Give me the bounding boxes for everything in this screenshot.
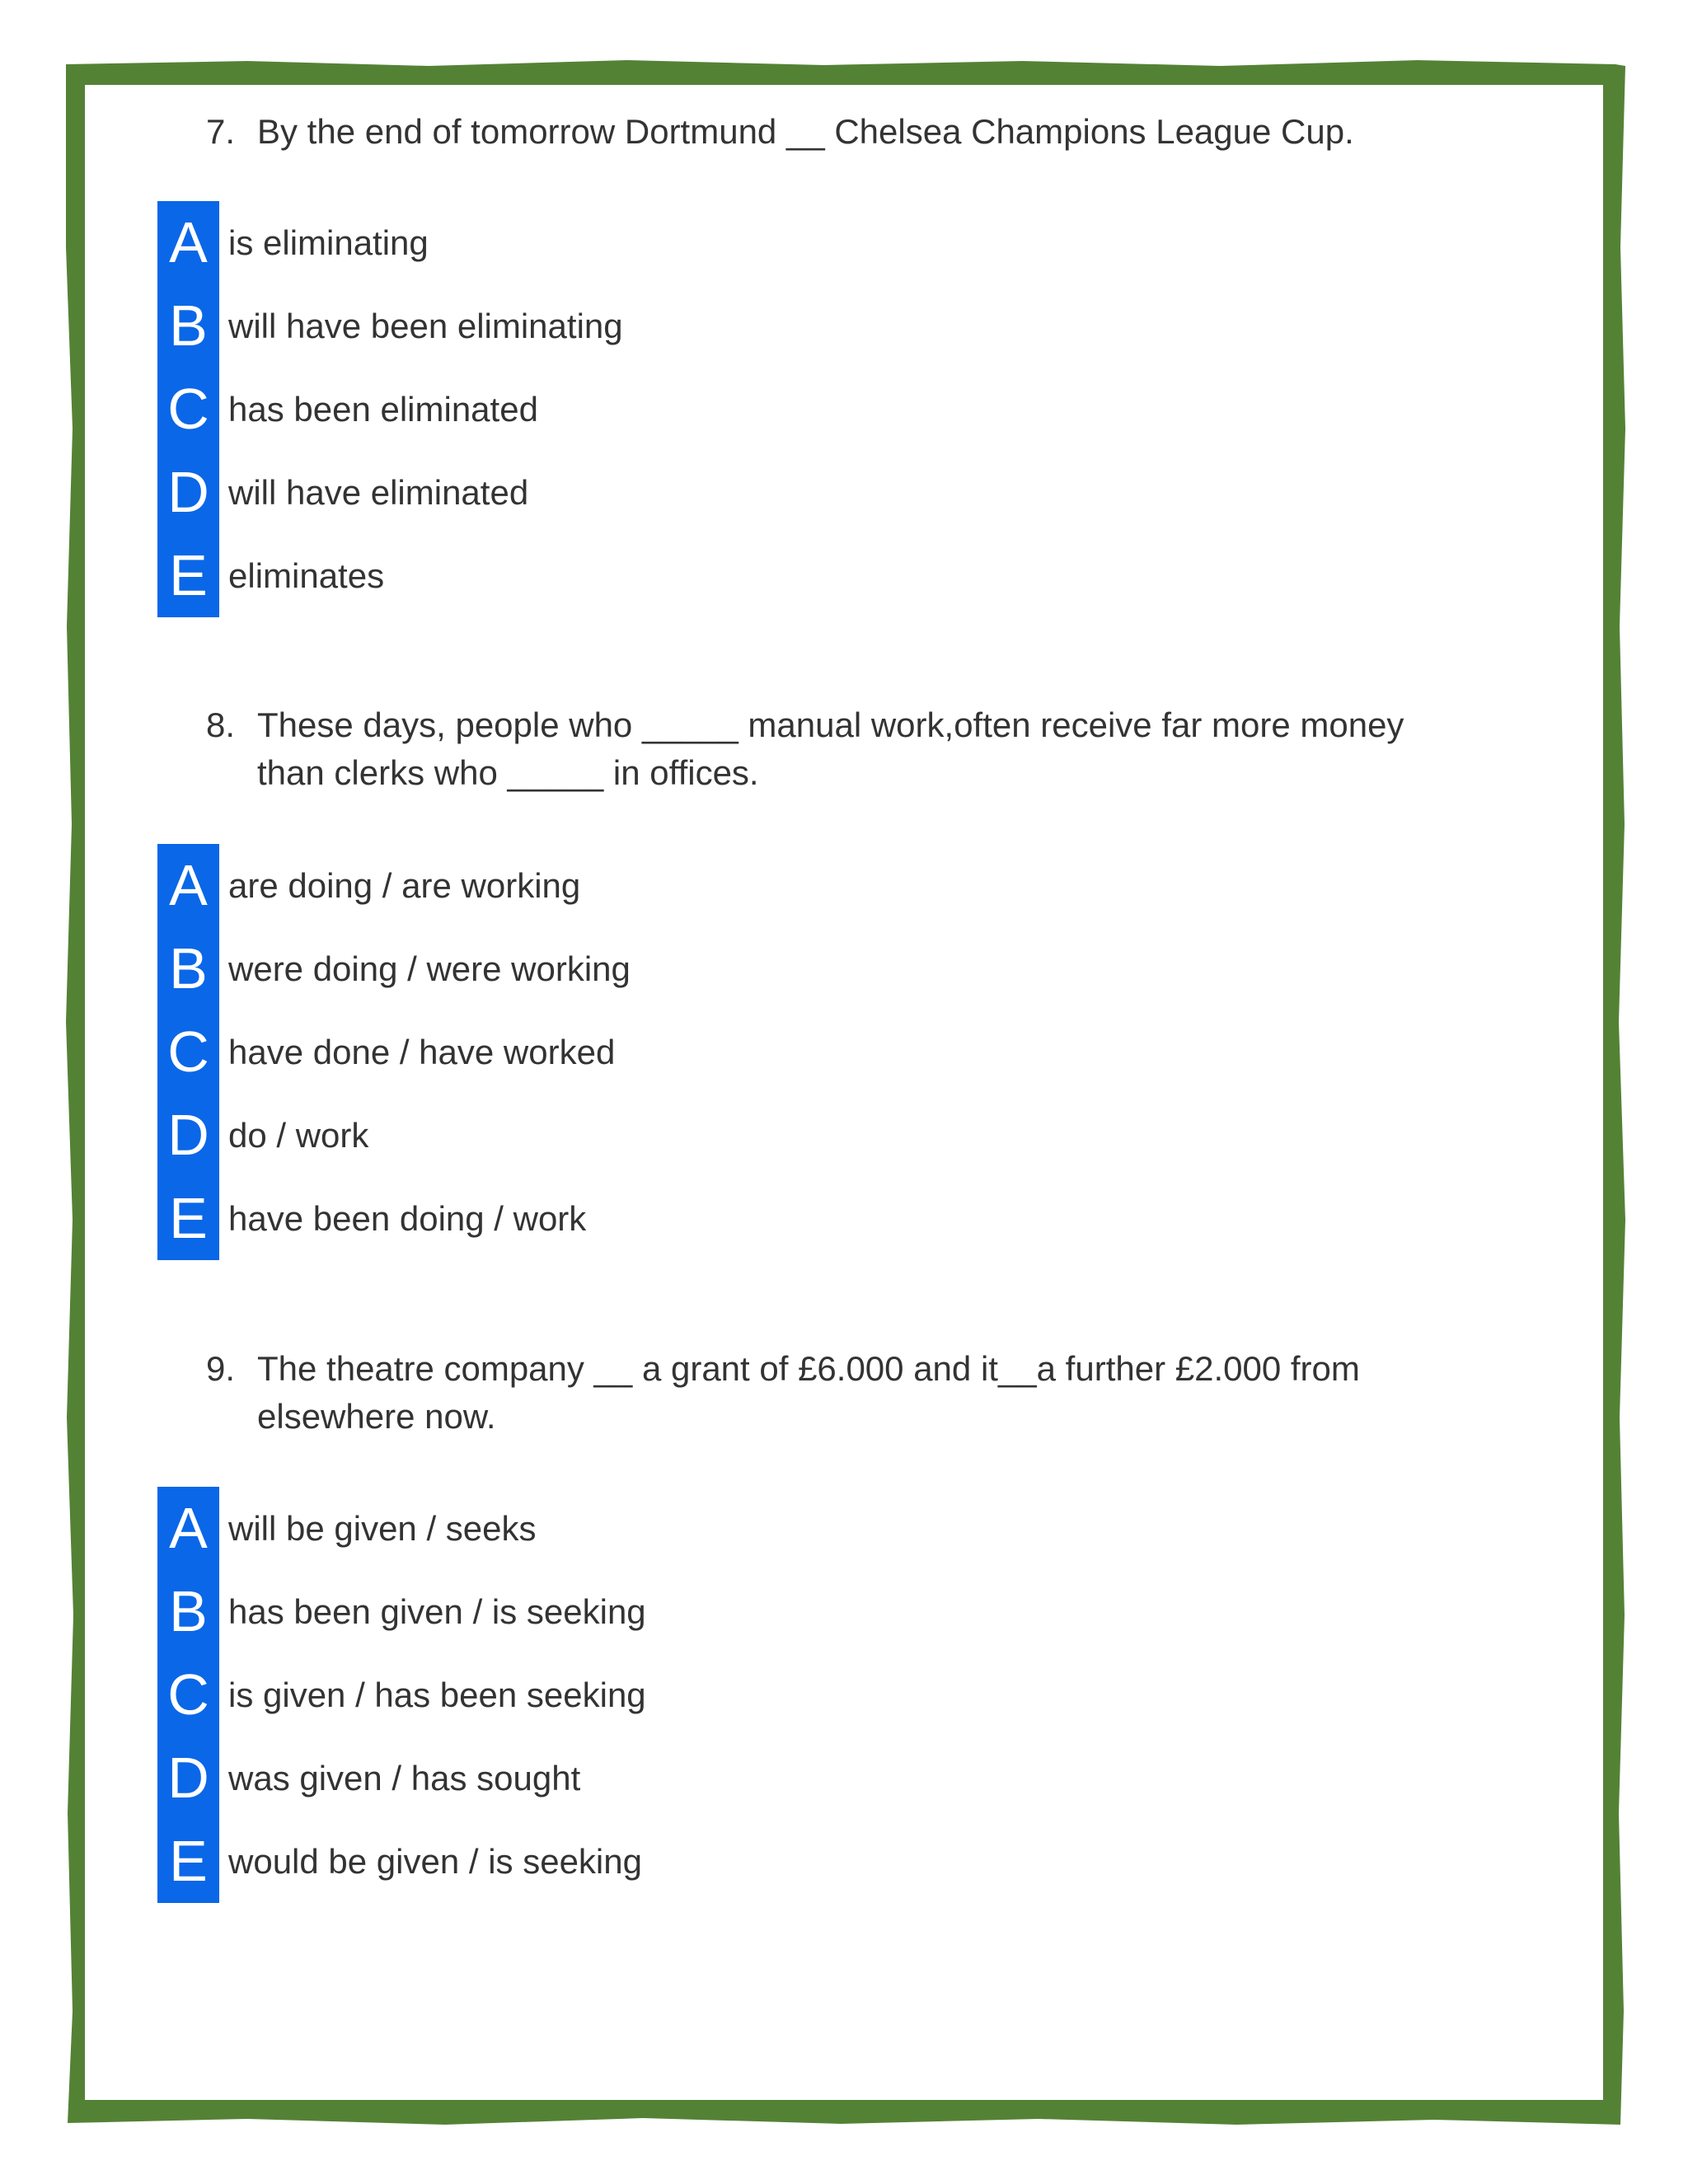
option-text: have done / have worked: [228, 1033, 616, 1071]
option-text: is given / has been seeking: [228, 1675, 646, 1714]
option-e[interactable]: [157, 1177, 587, 1260]
option-d[interactable]: [157, 1094, 369, 1177]
option-c[interactable]: [157, 368, 538, 451]
option-text: were doing / were working: [228, 949, 631, 988]
option-text: has been given / is seeking: [228, 1592, 646, 1631]
option-text: have been doing / work: [228, 1199, 587, 1238]
options-8: [157, 844, 631, 1260]
option-text: was given / has sought: [228, 1759, 581, 1797]
option-letter: D: [167, 1746, 209, 1810]
option-text: is eliminating: [228, 223, 429, 262]
question-8: [206, 701, 1459, 797]
option-letter: D: [167, 460, 209, 524]
question-number: 7.: [206, 112, 236, 151]
option-letter: A: [169, 1496, 208, 1560]
option-letter: C: [167, 1019, 209, 1084]
option-letter: E: [169, 543, 208, 607]
option-text: would be given / is seeking: [228, 1842, 642, 1881]
option-text: do / work: [228, 1116, 369, 1155]
option-letter: E: [169, 1829, 208, 1893]
option-b[interactable]: [157, 927, 631, 1010]
option-letter: A: [169, 853, 208, 917]
option-letter: B: [169, 293, 208, 358]
option-text: will have eliminated: [228, 473, 529, 512]
option-letter: A: [169, 210, 208, 274]
option-e[interactable]: [157, 1820, 642, 1903]
options-7: [157, 201, 623, 617]
option-b[interactable]: [157, 1570, 646, 1653]
option-text: are doing / are working: [228, 866, 581, 905]
option-text: has been eliminated: [228, 390, 538, 429]
question-number: 8.: [206, 705, 236, 744]
option-letter: C: [167, 1662, 209, 1727]
option-letter: B: [169, 936, 208, 1001]
option-text: will have been eliminating: [228, 307, 623, 345]
option-b[interactable]: [157, 284, 623, 368]
option-d[interactable]: [157, 451, 529, 534]
question-text: These days, people who _____ manual work,often receive far more money than clerks who _____ in offices.: [257, 705, 1404, 792]
options-9: [157, 1487, 646, 1903]
question-7: [206, 108, 1459, 156]
question-number: 9.: [206, 1349, 236, 1388]
option-e[interactable]: [157, 534, 385, 617]
question-text: The theatre company __ a grant of £6.000 and it__a further £2.000 from elsewhere now.: [257, 1349, 1360, 1436]
option-letter: E: [169, 1186, 208, 1250]
option-a[interactable]: [157, 844, 581, 927]
option-a[interactable]: [157, 201, 429, 284]
option-letter: D: [167, 1103, 209, 1167]
option-letter: B: [169, 1579, 208, 1643]
option-c[interactable]: [157, 1010, 616, 1094]
option-c[interactable]: [157, 1653, 646, 1736]
question-9: [206, 1345, 1459, 1441]
question-text: By the end of tomorrow Dortmund __ Chelsea Champions League Cup.: [257, 112, 1354, 151]
option-d[interactable]: [157, 1736, 581, 1820]
option-letter: C: [167, 377, 209, 441]
option-text: will be given / seeks: [228, 1509, 537, 1548]
option-text: eliminates: [228, 556, 385, 595]
option-a[interactable]: [157, 1487, 537, 1570]
